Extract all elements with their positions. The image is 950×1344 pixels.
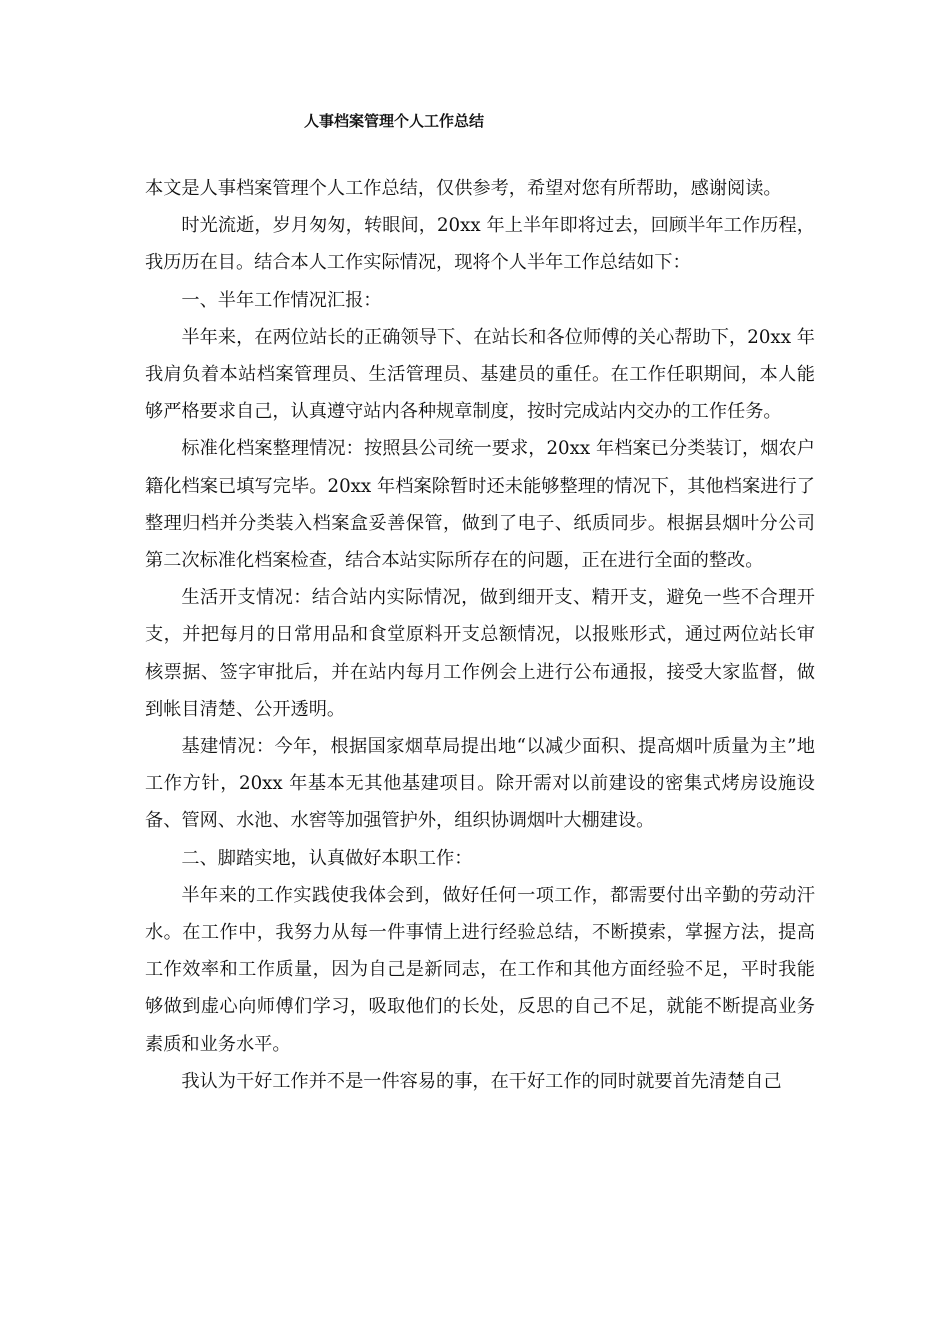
body-paragraph: 半年来，在两位站长的正确领导下、在站长和各位师傅的关心帮助下，20xx 年我肩负着本站档案管理员、生活管理员、基建员的重任。在工作任职期间，本人能够严格要求自己，认真遵守站内各种规章制度，按时完成站内交办的工作任务。: [145, 326, 815, 423]
body-paragraph: 标准化档案整理情况：按照县公司统一要求，20xx 年档案已分类装订，烟农户籍化档案已填写完毕。20xx 年档案除暂时还未能够整理的情况下，其他档案进行了整理归档并分类装入档案盒妥善保管，做到了电子、纸质同步。根据县烟叶分公司第二次标准化档案检查，结合本站实际所存在的问题，正在进行全面的整改。: [145, 438, 815, 572]
intro-paragraph: 本文是人事档案管理个人工作总结，仅供参考，希望对您有所帮助，感谢阅读。: [145, 178, 782, 199]
body-paragraph: 半年来的工作实践使我体会到，做好任何一项工作，都需要付出辛勤的劳动汗水。在工作中，我努力从每一件事情上进行经验总结，不断摸索，掌握方法，提高工作效率和工作质量，因为自己是新同志，在工作和其他方面经验不足，平时我能够做到虚心向师傅们学习，吸取他们的长处，反思的自己不足，就能不断提高业务素质和业务水平。: [145, 884, 815, 1055]
document-body: [145, 170, 815, 1100]
section-heading: 一、半年工作情况汇报：: [181, 289, 382, 311]
section-heading: 二、脚踏实地，认真做好本职工作：: [181, 847, 473, 869]
body-paragraph: 时光流逝，岁月匆匆，转眼间，20xx 年上半年即将过去，回顾半年工作历程，我历历在目。结合本人工作实际情况，现将个人半年工作总结如下：: [145, 215, 815, 274]
body-paragraph: 基建情况：今年，根据国家烟草局提出地“以减少面积、提高烟叶质量为主”地工作方针，20xx 年基本无其他基建项目。除开需对以前建设的密集式烤房设施设备、管网、水池、水窖等加强管护外，组织协调烟叶大棚建设。: [145, 736, 815, 832]
body-paragraph: 我认为干好工作并不是一件容易的事，在干好工作的同时就要首先清楚自己: [181, 1070, 782, 1092]
document-title: 人事档案管理个人工作总结: [304, 112, 485, 130]
body-paragraph: 生活开支情况：结合站内实际情况，做到细开支、精开支，避免一些不合理开支，并把每月的日常用品和食堂原料开支总额情况，以报账形式，通过两位站长审核票据、签字审批后，并在站内每月工作例会上进行公布通报，接受大家监督，做到帐目清楚、公开透明。: [145, 587, 815, 720]
